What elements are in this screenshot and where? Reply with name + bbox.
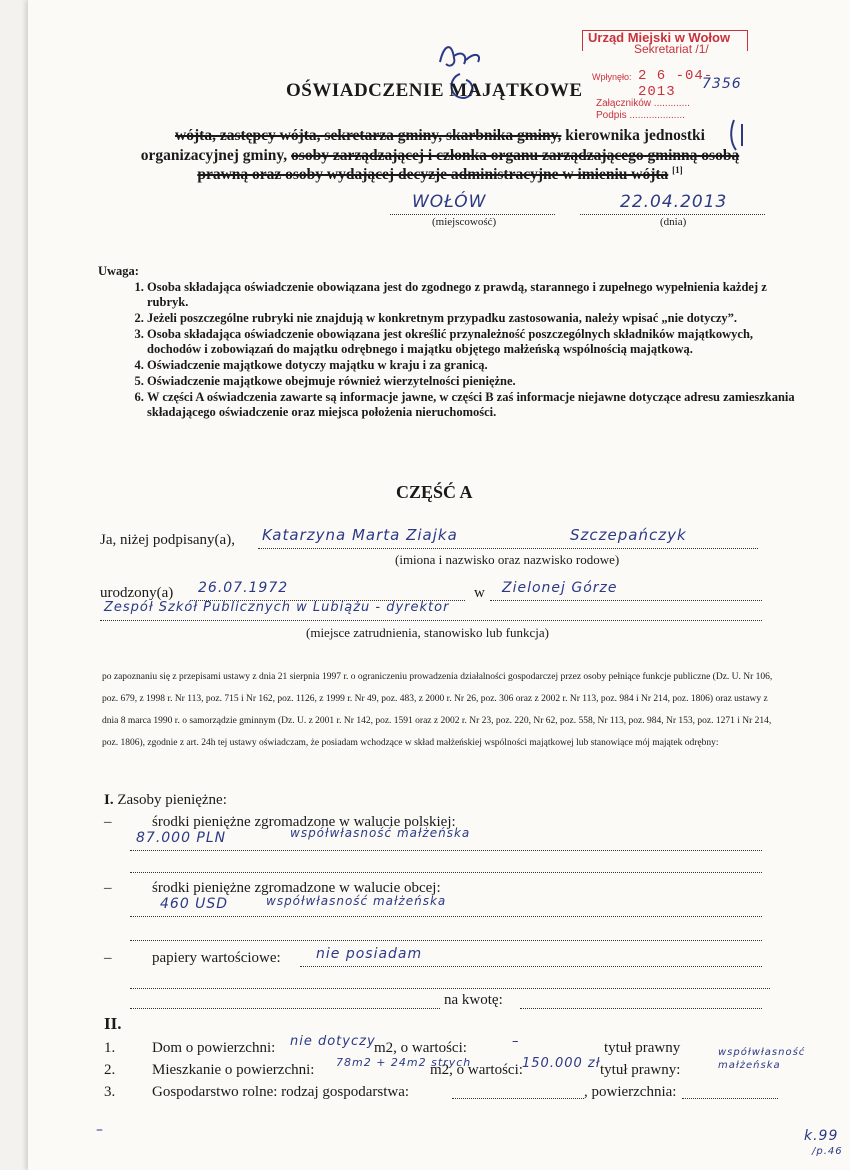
struck-text: prawną oraz osoby wydającej decyzje administracyjne w imieniu wójta [197,166,669,184]
note-item: 4. Oświadczenie majątkowe dotyczy majątku w kraju i za granicą. [147,358,805,373]
note-item: 2. Jeżeli poszczególne rubryki nie znajdują w konkretnym przypadku zastosowania, należy wpisać „nie dotyczy”. [147,311,805,326]
kept-text: kierownika jednostki [565,127,705,144]
stamp-secretariat: Sekretariat /1/ [634,42,709,56]
subtitle-line-2 [90,147,790,165]
struck-text: wójta, zastępcy wójta, sekretarza gminy, skarbnika gminy, [175,127,562,144]
securities-line-2 [130,974,770,989]
born-date: 26.07.1972 [198,580,289,596]
item-number: 2. [104,1062,116,1078]
subtitle-line-3 [90,165,790,184]
notes-heading: Uwaga: [98,264,139,278]
page-corner-mark-2: /p.46 [812,1146,843,1157]
farm-label: Gospodarstwo rolne: rodzaj gospodarstwa: [152,1084,410,1100]
note-item: 5. Oświadczenie majątkowe obejmuje również wierzytelności pieniężne. [147,374,805,389]
born-in: w [474,585,485,601]
legal-basis-text: po zapoznaniu się z przepisami ustawy z dnia 21 sierpnia 1997 r. o ograniczeniu prowadzenia działalności gospodarczej przez osoby pełniące funkcje publiczne (Dz. U. Nr 106, poz. 679, z 1998 r. Nr 113, poz. 715 i Nr 162, poz. 1126, z 1999 r. Nr 49, poz. 483, z 2000 r. Nr 26, poz. 306 oraz z 2002 r. Nr 113, poz. 984 i Nr 214, poz. 1806) oraz ustawy z dnia 8 marca 1990 r. o samorządzie gminnym (Dz. U. z 2001 r. Nr 142, poz. 1591 oraz z 2002 r. Nr 23, poz. 220, Nr 62, poz. 558, Nr 113, poz. 984, Nr 153, poz. 1271 i Nr 214, poz. 1806), zgodnie z art. 24h tej ustawy oświadczam, że posiadam wchodzące w skład małżeńskiej wspólności majątkowej lub stanowiące mój majątek odrębny: [102,672,773,748]
page-mark-dash: – [96,1122,104,1138]
kept-text: organizacyjnej gminy, [140,147,288,164]
date-label: (dnia) [660,216,687,228]
farm-area-label: , powierzchnia: [584,1084,677,1100]
place-value: WOŁÓW [412,192,487,212]
struck-text: osoby zarządzającej i członka organu zarządzającego gminną osobą [291,147,740,164]
stamp-signature: Podpis .................... [596,110,685,121]
note-item: 3. Osoba składająca oświadczenie obowiązana jest określić przynależność poszczególnych składników majątkowych, dochodów i zobowiązań do majątku odrębnego i majątku objętego małżeńską wspólnością majątkową. [147,327,805,357]
stamp-office: Urząd Miejski w Wołow [588,30,731,45]
item-number: 1. [104,1040,116,1056]
securities-label: papiery wartościowe: [152,950,281,966]
dash-bullet: – [104,950,112,966]
foreign-label: środki pieniężne zgromadzone w walucie obcej: [152,880,441,896]
employment-value: Zespół Szkół Publicznych w Lubiążu - dyrektor [104,600,450,615]
signer-family-name: Szczepańczyk [570,526,687,544]
born-prefix: urodzony(a) [100,585,174,601]
apartment-title-label: tytuł prawny: [600,1062,681,1078]
stamp-received-date: 2 6 -04- 2013 [638,68,714,100]
stamp-received-label: Wpłynęło: [592,72,632,82]
born-place: Zielonej Górze [502,580,618,596]
date-value: 22.04.2013 [620,192,728,212]
employment-label: (miejsce zatrudnienia, stanowisko lub funkcja) [306,625,549,640]
section-1-heading [104,792,227,809]
dash-bullet: – [104,814,112,830]
securities-value: nie posiadam [316,946,423,962]
signer-prefix: Ja, niżej podpisany(a), [100,532,235,548]
apartment-area: 78m2 + 24m2 strych [336,1056,472,1069]
pln-label: środki pieniężne zgromadzone w walucie polskiej: [152,814,456,830]
house-value-label: m2, o wartości: [374,1040,467,1056]
apartment-label: Mieszkanie o powierzchni: [152,1062,315,1078]
amount-prefix-line [130,994,440,1009]
registration-number: 7356 [702,76,742,92]
apartment-value: 150.000 zł [522,1056,601,1071]
house-title-label: tytuł prawny [604,1040,681,1056]
signer-name: Katarzyna Marta Ziajka [262,526,458,544]
note-item: 1. Osoba składająca oświadczenie obowiązana jest do zgodnego z prawdą, starannego i zupełnego wypełnienia każdej z rubryk. [147,280,805,310]
apartment-value-label: m2, o wartości: [430,1062,523,1078]
bracket-mark [728,116,752,156]
farm-area-line [682,1086,778,1099]
page-corner-mark: k.99 [804,1128,839,1144]
pln-value: 87.000 PLN [136,830,227,846]
house-label: Dom o powierzchni: [152,1040,276,1056]
footnote-marker: [1] [672,165,683,175]
place-label: (miejscowość) [432,216,497,228]
pln-note: współwłasność małżeńska [290,826,471,840]
signer-label: (imiona i nazwisko oraz nazwisko rodowe) [395,552,620,567]
amount-label: na kwotę: [444,992,503,1008]
section-1-number: I. [104,792,114,808]
item-number: 3. [104,1084,116,1100]
dash-bullet: – [104,880,112,896]
subtitle-line-1 [90,127,790,145]
apartment-title-note: współwłasność małżeńska [718,1047,806,1071]
document-title: OŚWIADCZENIE MAJĄTKOWE [286,80,583,101]
section-1-title: Zasoby pieniężne: [117,792,227,808]
section-2-number: II. [104,1014,122,1033]
foreign-value: 460 USD [160,896,229,912]
part-a-heading: CZĘŚĆ A [396,482,473,502]
note-item: 6. W części A oświadczenia zawarte są informacje jawne, w części B zaś informacje niejawne dotyczące adresu zamieszkania składającego oświadczenie oraz miejsca położenia nieruchomości. [147,390,805,420]
foreign-note: współwłasność małżeńska [266,894,447,908]
pln-line-2 [130,858,762,873]
foreign-line-2 [130,926,762,941]
amount-line [520,994,762,1009]
house-value: – [512,1034,520,1049]
house-area: nie dotyczy [290,1034,376,1049]
stamp-attachments: Załączników ............. [596,98,690,109]
farm-type-line [452,1086,584,1099]
notes-list [115,280,805,421]
